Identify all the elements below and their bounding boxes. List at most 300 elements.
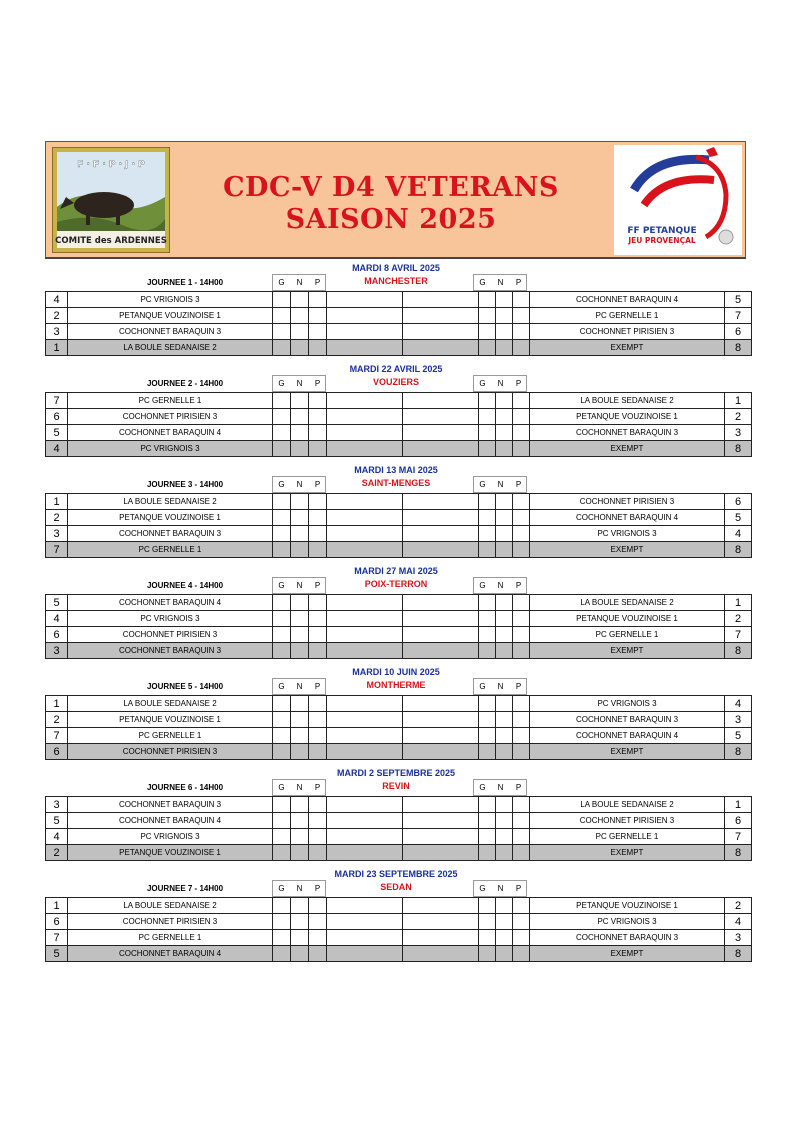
score-p	[309, 696, 327, 712]
gnp-label: G	[479, 884, 486, 893]
score-n	[496, 797, 513, 813]
score-p	[309, 611, 327, 627]
home-number: 1	[46, 494, 68, 510]
score-p	[513, 595, 530, 611]
away-number: 7	[725, 627, 752, 643]
match-row	[46, 930, 752, 946]
score-p	[513, 712, 530, 728]
score-g	[273, 898, 291, 914]
score-p	[309, 627, 327, 643]
score-p	[513, 526, 530, 542]
home-number: 7	[46, 930, 68, 946]
gnp-label: P	[314, 581, 321, 590]
gnp-label: P	[515, 278, 522, 287]
score-n	[496, 494, 513, 510]
home-team: PETANQUE VOUZINOISE 1	[68, 845, 273, 861]
home-team: PC GERNELLE 1	[68, 930, 273, 946]
score-p	[309, 946, 327, 962]
gnp-label: P	[314, 379, 321, 388]
score-g	[273, 728, 291, 744]
score-cell	[403, 829, 479, 845]
score-g	[273, 340, 291, 356]
away-number: 1	[725, 393, 752, 409]
score-p	[513, 409, 530, 425]
away-number: 6	[725, 813, 752, 829]
score-p	[309, 340, 327, 356]
match-row	[46, 829, 752, 845]
score-g	[479, 340, 496, 356]
home-team: PC VRIGNOIS 3	[68, 441, 273, 457]
round-header-row	[45, 577, 747, 594]
home-team: COCHONNET BARAQUIN 4	[68, 813, 273, 829]
score-g	[479, 728, 496, 744]
score-cell	[327, 946, 403, 962]
score-p	[513, 930, 530, 946]
score-p	[309, 914, 327, 930]
score-g	[273, 797, 291, 813]
gnp-right	[473, 476, 527, 493]
match-row	[46, 441, 752, 457]
gnp-label: N	[497, 278, 504, 287]
gnp-label: N	[497, 379, 504, 388]
score-g	[479, 643, 496, 659]
score-cell	[403, 627, 479, 643]
score-g	[273, 425, 291, 441]
score-cell	[327, 829, 403, 845]
score-n	[291, 308, 309, 324]
matches-table	[45, 392, 752, 457]
score-n	[496, 308, 513, 324]
score-cell	[403, 712, 479, 728]
gnp-label: P	[515, 379, 522, 388]
gnp-label: P	[515, 480, 522, 489]
matches-table	[45, 796, 752, 861]
match-row	[46, 409, 752, 425]
round-date: MARDI 8 AVRIL 2025	[352, 263, 440, 273]
score-cell	[403, 643, 479, 659]
matches-table	[45, 493, 752, 558]
away-team: PC VRIGNOIS 3	[530, 526, 725, 542]
score-g	[479, 494, 496, 510]
gnp-label: G	[479, 682, 486, 691]
score-g	[479, 611, 496, 627]
score-cell	[403, 441, 479, 457]
score-p	[309, 542, 327, 558]
home-number: 6	[46, 409, 68, 425]
away-number: 8	[725, 441, 752, 457]
match-row	[46, 510, 752, 526]
away-team: COCHONNET PIRISIEN 3	[530, 324, 725, 340]
score-p	[513, 611, 530, 627]
score-p	[309, 595, 327, 611]
score-cell	[403, 292, 479, 308]
score-cell	[327, 611, 403, 627]
gnp-label: N	[497, 884, 504, 893]
home-number: 5	[46, 946, 68, 962]
gnp-label: P	[515, 581, 522, 590]
home-number: 2	[46, 845, 68, 861]
gnp-label: P	[314, 480, 321, 489]
gnp-label: P	[314, 783, 321, 792]
score-n	[291, 728, 309, 744]
home-number: 1	[46, 696, 68, 712]
score-p	[309, 494, 327, 510]
score-cell	[327, 409, 403, 425]
score-cell	[327, 292, 403, 308]
home-team: LA BOULE SEDANAISE 2	[68, 898, 273, 914]
gnp-label: G	[479, 379, 486, 388]
gnp-left	[272, 375, 326, 392]
score-n	[496, 930, 513, 946]
round-date: MARDI 2 SEPTEMBRE 2025	[336, 768, 456, 778]
match-row	[46, 324, 752, 340]
home-team: COCHONNET BARAQUIN 3	[68, 643, 273, 659]
score-cell	[327, 744, 403, 760]
home-number: 4	[46, 829, 68, 845]
match-row	[46, 393, 752, 409]
away-number: 2	[725, 409, 752, 425]
score-cell	[403, 898, 479, 914]
score-g	[273, 813, 291, 829]
round-label: JOURNEE 1 - 14H00	[146, 278, 224, 287]
score-g	[479, 914, 496, 930]
score-cell	[403, 728, 479, 744]
gnp-right	[473, 779, 527, 796]
away-team: COCHONNET BARAQUIN 3	[530, 425, 725, 441]
gnp-label: P	[314, 278, 321, 287]
score-g	[479, 542, 496, 558]
away-team: PETANQUE VOUZINOISE 1	[530, 409, 725, 425]
score-n	[496, 829, 513, 845]
round-venue: POIX-TERRON	[364, 579, 428, 589]
away-number: 3	[725, 712, 752, 728]
score-n	[496, 542, 513, 558]
score-p	[513, 308, 530, 324]
gnp-label: P	[314, 682, 321, 691]
home-number: 2	[46, 308, 68, 324]
match-row	[46, 494, 752, 510]
round-venue: MANCHESTER	[364, 276, 428, 286]
score-p	[309, 292, 327, 308]
gnp-right	[473, 577, 527, 594]
score-g	[479, 845, 496, 861]
round-venue: REVIN	[382, 781, 410, 791]
away-team: PC VRIGNOIS 3	[530, 696, 725, 712]
away-team: PETANQUE VOUZINOISE 1	[530, 611, 725, 627]
home-number: 4	[46, 441, 68, 457]
score-p	[513, 324, 530, 340]
score-cell	[327, 845, 403, 861]
home-team: PC VRIGNOIS 3	[68, 292, 273, 308]
gnp-label: G	[479, 783, 486, 792]
ff-petanque-logo	[614, 145, 742, 255]
score-p	[309, 728, 327, 744]
round-label: JOURNEE 2 - 14H00	[146, 379, 224, 388]
home-number: 4	[46, 611, 68, 627]
gnp-left	[272, 274, 326, 291]
score-n	[291, 494, 309, 510]
score-n	[496, 813, 513, 829]
score-p	[513, 643, 530, 659]
home-team: PC GERNELLE 1	[68, 393, 273, 409]
match-row	[46, 308, 752, 324]
score-g	[479, 441, 496, 457]
score-cell	[327, 340, 403, 356]
round-venue: VOUZIERS	[372, 377, 419, 387]
away-number: 4	[725, 526, 752, 542]
score-n	[291, 914, 309, 930]
score-n	[291, 611, 309, 627]
score-n	[496, 914, 513, 930]
score-n	[496, 340, 513, 356]
page-title-line2: SAISON 2025	[285, 204, 497, 235]
score-g	[479, 712, 496, 728]
round-label: JOURNEE 7 - 14H00	[146, 884, 224, 893]
gnp-label: G	[479, 480, 486, 489]
score-n	[291, 712, 309, 728]
match-row	[46, 627, 752, 643]
score-n	[496, 611, 513, 627]
gnp-label: G	[278, 884, 285, 893]
score-p	[513, 797, 530, 813]
score-g	[479, 292, 496, 308]
gnp-label: N	[497, 581, 504, 590]
score-g	[273, 696, 291, 712]
match-row	[46, 643, 752, 659]
gnp-left	[272, 779, 326, 796]
score-g	[273, 712, 291, 728]
score-n	[291, 441, 309, 457]
score-p	[513, 744, 530, 760]
away-team: COCHONNET PIRISIEN 3	[530, 813, 725, 829]
round-date: MARDI 13 MAI 2025	[354, 465, 438, 475]
logo-left-top-text: F · F · P · J · P	[77, 160, 145, 170]
score-g	[273, 292, 291, 308]
score-n	[496, 946, 513, 962]
gnp-label: G	[278, 783, 285, 792]
home-number: 6	[46, 744, 68, 760]
gnp-left	[272, 678, 326, 695]
away-team: COCHONNET BARAQUIN 3	[530, 930, 725, 946]
away-number: 8	[725, 542, 752, 558]
page-header	[45, 141, 746, 259]
score-cell	[403, 340, 479, 356]
gnp-label: N	[296, 884, 303, 893]
round-header-row	[45, 678, 747, 695]
score-cell	[327, 696, 403, 712]
score-g	[273, 829, 291, 845]
score-p	[513, 494, 530, 510]
home-number: 3	[46, 526, 68, 542]
score-g	[479, 526, 496, 542]
matches-table	[45, 594, 752, 659]
round-header-row	[45, 476, 747, 493]
gnp-label: G	[278, 682, 285, 691]
away-team: COCHONNET PIRISIEN 3	[530, 494, 725, 510]
score-cell	[403, 526, 479, 542]
round-label: JOURNEE 4 - 14H00	[146, 581, 224, 590]
score-n	[496, 643, 513, 659]
score-g	[479, 813, 496, 829]
score-cell	[327, 494, 403, 510]
score-g	[273, 627, 291, 643]
away-team: EXEMPT	[530, 845, 725, 861]
score-n	[496, 712, 513, 728]
away-team: COCHONNET BARAQUIN 4	[530, 510, 725, 526]
match-row	[46, 292, 752, 308]
away-number: 5	[725, 292, 752, 308]
score-p	[309, 898, 327, 914]
home-number: 5	[46, 595, 68, 611]
score-n	[291, 898, 309, 914]
comite-ardennes-logo	[52, 147, 170, 253]
score-p	[309, 510, 327, 526]
score-cell	[327, 797, 403, 813]
score-cell	[403, 797, 479, 813]
score-cell	[403, 542, 479, 558]
score-p	[309, 712, 327, 728]
score-g	[273, 611, 291, 627]
round-venue: SAINT-MENGES	[361, 478, 431, 488]
score-n	[496, 696, 513, 712]
match-row	[46, 898, 752, 914]
gnp-label: P	[515, 884, 522, 893]
score-p	[513, 510, 530, 526]
home-number: 4	[46, 292, 68, 308]
score-g	[273, 643, 291, 659]
score-g	[479, 510, 496, 526]
score-n	[291, 946, 309, 962]
home-number: 1	[46, 898, 68, 914]
home-team: COCHONNET PIRISIEN 3	[68, 914, 273, 930]
score-cell	[327, 595, 403, 611]
round-header-row	[45, 880, 747, 897]
score-p	[309, 845, 327, 861]
score-cell	[327, 898, 403, 914]
logo-left-bottom-text: COMITE des ARDENNES	[55, 236, 167, 246]
home-team: PETANQUE VOUZINOISE 1	[68, 712, 273, 728]
score-n	[496, 898, 513, 914]
gnp-label: N	[296, 480, 303, 489]
home-team: COCHONNET BARAQUIN 4	[68, 595, 273, 611]
score-cell	[403, 494, 479, 510]
score-n	[496, 526, 513, 542]
score-n	[496, 324, 513, 340]
home-team: LA BOULE SEDANAISE 2	[68, 696, 273, 712]
score-g	[273, 526, 291, 542]
away-team: LA BOULE SEDANAISE 2	[530, 595, 725, 611]
score-n	[291, 292, 309, 308]
score-n	[291, 425, 309, 441]
score-p	[513, 627, 530, 643]
away-team: EXEMPT	[530, 946, 725, 962]
score-cell	[327, 425, 403, 441]
score-n	[291, 526, 309, 542]
match-row	[46, 712, 752, 728]
away-team: COCHONNET BARAQUIN 4	[530, 292, 725, 308]
score-cell	[403, 930, 479, 946]
away-team: LA BOULE SEDANAISE 2	[530, 797, 725, 813]
score-cell	[403, 744, 479, 760]
away-number: 6	[725, 324, 752, 340]
away-number: 7	[725, 308, 752, 324]
match-row	[46, 744, 752, 760]
score-cell	[403, 425, 479, 441]
score-p	[309, 813, 327, 829]
away-team: EXEMPT	[530, 441, 725, 457]
away-number: 1	[725, 595, 752, 611]
score-g	[273, 324, 291, 340]
score-cell	[403, 946, 479, 962]
away-team: EXEMPT	[530, 542, 725, 558]
match-row	[46, 611, 752, 627]
away-team: LA BOULE SEDANAISE 2	[530, 393, 725, 409]
gnp-label: N	[497, 783, 504, 792]
away-number: 7	[725, 829, 752, 845]
match-row	[46, 340, 752, 356]
away-number: 8	[725, 744, 752, 760]
score-n	[291, 813, 309, 829]
gnp-label: P	[515, 783, 522, 792]
gnp-right	[473, 880, 527, 897]
away-team: PETANQUE VOUZINOISE 1	[530, 898, 725, 914]
score-p	[309, 441, 327, 457]
matches-table	[45, 897, 752, 962]
home-team: PETANQUE VOUZINOISE 1	[68, 308, 273, 324]
gnp-left	[272, 880, 326, 897]
home-team: PC GERNELLE 1	[68, 542, 273, 558]
score-g	[479, 324, 496, 340]
gnp-label: P	[515, 682, 522, 691]
away-team: COCHONNET BARAQUIN 4	[530, 728, 725, 744]
round-date: MARDI 22 AVRIL 2025	[349, 364, 443, 374]
score-g	[273, 914, 291, 930]
score-p	[513, 813, 530, 829]
score-cell	[403, 595, 479, 611]
home-team: COCHONNET PIRISIEN 3	[68, 409, 273, 425]
score-cell	[403, 308, 479, 324]
score-p	[513, 914, 530, 930]
away-number: 8	[725, 643, 752, 659]
gnp-left	[272, 577, 326, 594]
score-n	[291, 510, 309, 526]
score-cell	[403, 611, 479, 627]
home-team: COCHONNET BARAQUIN 4	[68, 425, 273, 441]
gnp-label: G	[479, 581, 486, 590]
score-n	[291, 643, 309, 659]
score-p	[309, 526, 327, 542]
match-row	[46, 845, 752, 861]
score-n	[496, 292, 513, 308]
score-cell	[403, 845, 479, 861]
score-cell	[327, 393, 403, 409]
gnp-right	[473, 678, 527, 695]
score-n	[496, 409, 513, 425]
away-number: 8	[725, 340, 752, 356]
score-p	[513, 898, 530, 914]
matches-table	[45, 695, 752, 760]
score-n	[291, 797, 309, 813]
page-title-line1: CDC-V D4 VETERANS	[223, 172, 559, 203]
score-p	[513, 292, 530, 308]
home-number: 5	[46, 813, 68, 829]
score-g	[479, 946, 496, 962]
gnp-label: G	[278, 480, 285, 489]
round-venue: MONTHERME	[366, 680, 426, 690]
score-g	[479, 696, 496, 712]
home-number: 2	[46, 510, 68, 526]
score-n	[496, 510, 513, 526]
